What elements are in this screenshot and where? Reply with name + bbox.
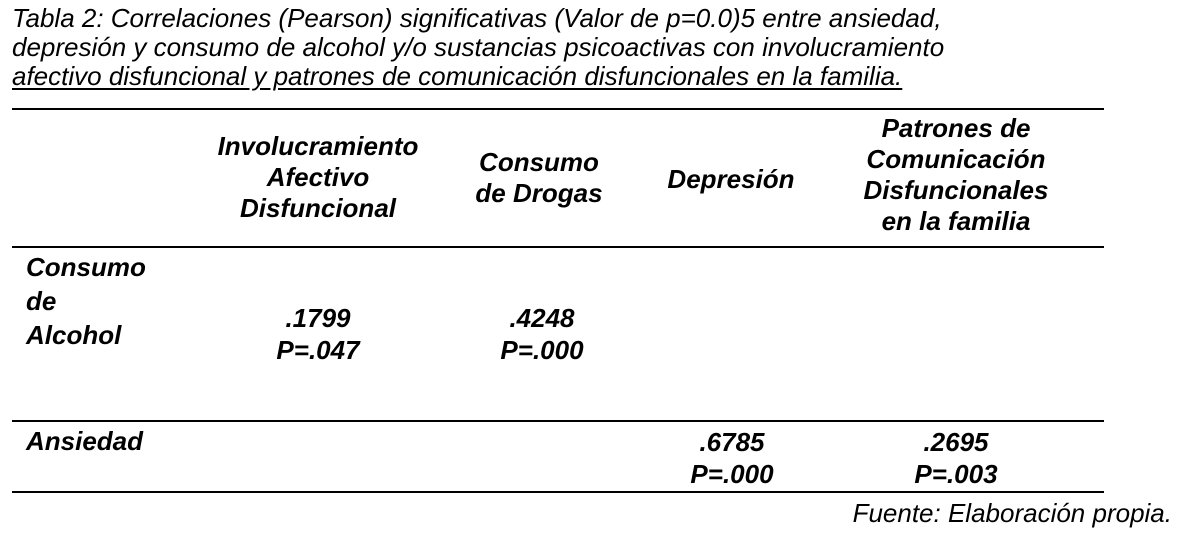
row-label-ansiedad bbox=[26, 424, 143, 458]
column-header-consumo-drogas bbox=[458, 147, 620, 209]
header-line: en la familia bbox=[881, 206, 1031, 236]
column-header-patrones bbox=[826, 113, 1086, 237]
table-bottom-rule bbox=[12, 491, 1104, 493]
header-line: Comunicación bbox=[866, 144, 1046, 174]
correlation-value: .2695 bbox=[923, 427, 989, 457]
table-top-rule bbox=[12, 108, 1104, 110]
row-label-line: de bbox=[26, 286, 57, 316]
row-label-consumo-alcohol bbox=[26, 250, 146, 352]
row-label-line: Consumo bbox=[26, 252, 146, 282]
p-value: P=.047 bbox=[276, 335, 360, 365]
header-line: Patrones de bbox=[881, 113, 1031, 143]
column-header-depresion bbox=[646, 164, 816, 195]
header-line: de Drogas bbox=[475, 178, 603, 208]
correlation-value: .1799 bbox=[285, 303, 351, 333]
table-row-rule bbox=[12, 420, 1104, 422]
table-cell bbox=[652, 426, 812, 490]
caption-line-3: afectivo disfuncional y patrones de comunicación disfuncionales en la familia. bbox=[12, 61, 903, 91]
header-line: Disfuncionales bbox=[863, 175, 1049, 205]
column-header-involucramiento bbox=[198, 131, 438, 224]
caption-line-1: Tabla 2: Correlaciones (Pearson) significativas (Valor de p=0.0)5 entre ansiedad, bbox=[12, 3, 942, 33]
correlation-value: .4248 bbox=[509, 303, 575, 333]
table-cell bbox=[238, 302, 398, 366]
table-source-note: Fuente: Elaboración propia. bbox=[852, 498, 1172, 528]
p-value: P=.003 bbox=[914, 459, 998, 489]
header-line: Involucramiento bbox=[217, 131, 419, 161]
table-cell bbox=[462, 302, 622, 366]
table-header-rule bbox=[12, 246, 1104, 248]
table-cell bbox=[876, 426, 1036, 490]
row-label-line: Ansiedad bbox=[26, 426, 144, 456]
caption-line-2: depresión y consumo de alcohol y/o sustancias psicoactivas con involucramiento bbox=[12, 32, 945, 62]
table-caption bbox=[12, 4, 1102, 91]
p-value: P=.000 bbox=[690, 459, 774, 489]
header-line: Depresión bbox=[667, 164, 795, 194]
header-line: Afectivo bbox=[266, 162, 370, 192]
header-line: Consumo bbox=[479, 147, 599, 177]
correlation-value: .6785 bbox=[699, 427, 765, 457]
header-line: Disfuncional bbox=[239, 193, 396, 223]
p-value: P=.000 bbox=[500, 335, 584, 365]
row-label-line: Alcohol bbox=[26, 320, 122, 350]
